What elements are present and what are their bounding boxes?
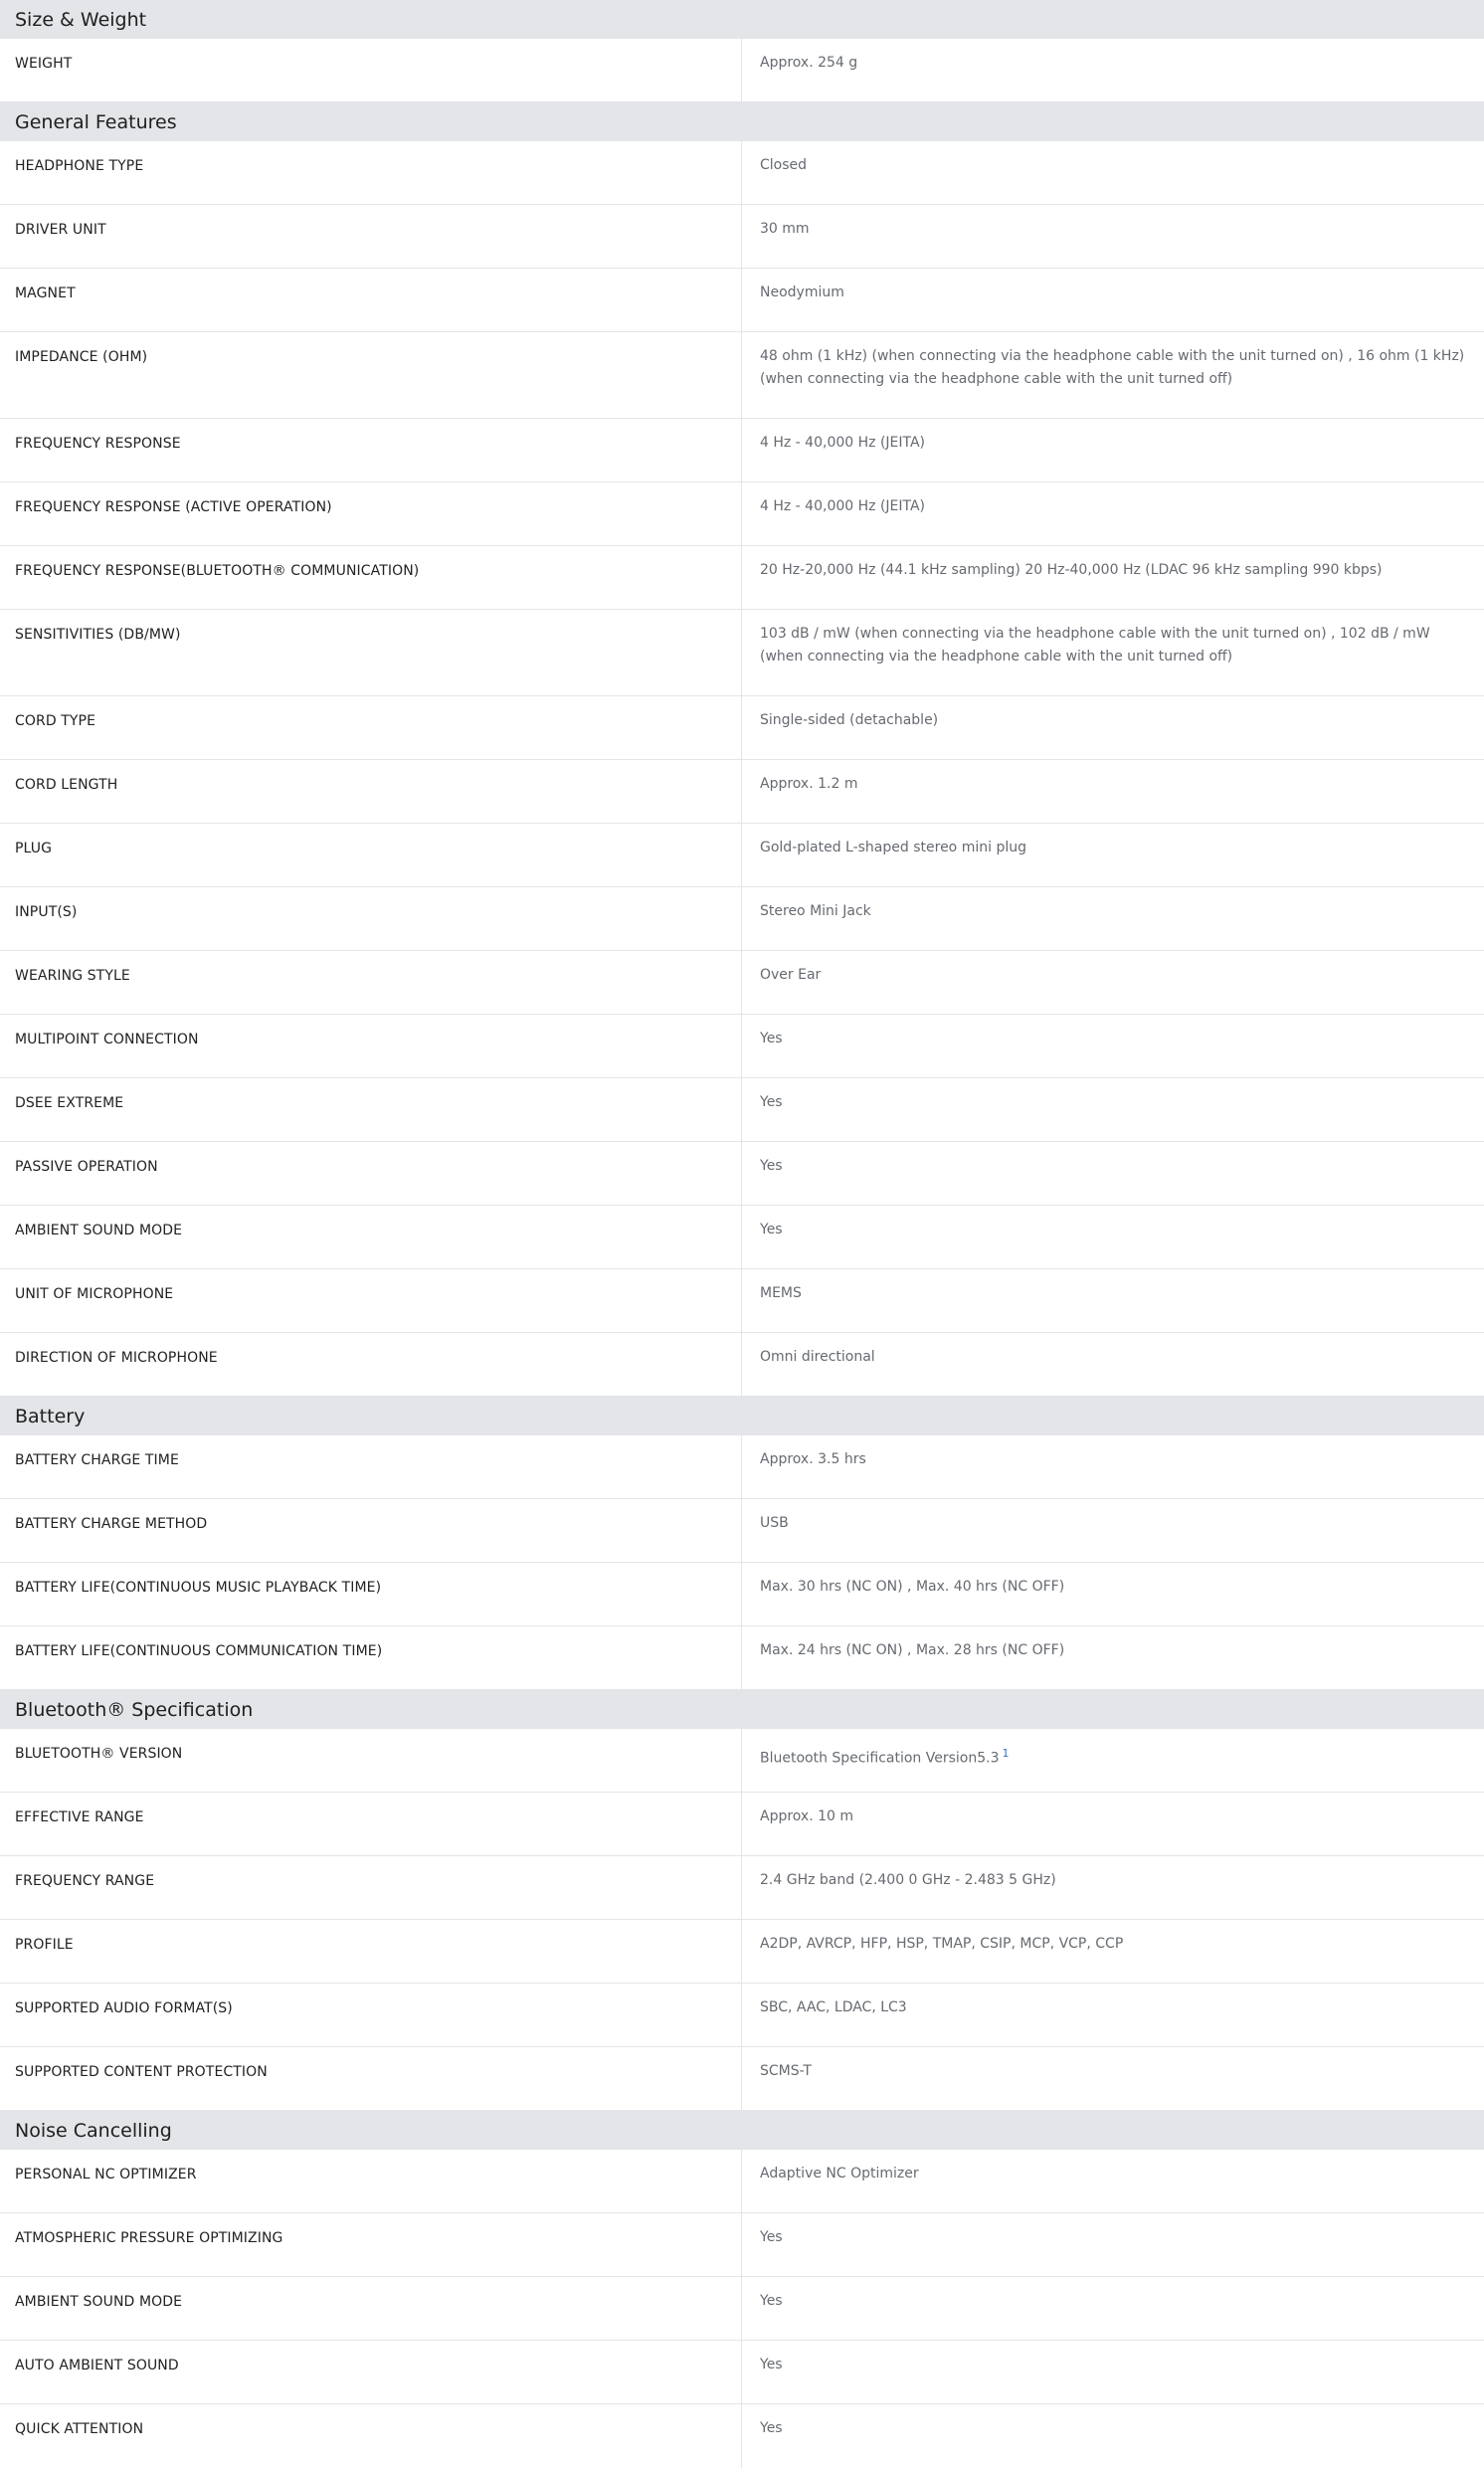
spec-value xyxy=(742,1920,1484,1983)
spec-label: DSEE EXTREME xyxy=(0,1078,742,1141)
spec-value-text xyxy=(760,1282,1466,1305)
spec-value-text xyxy=(760,1933,1466,1956)
spec-value-label: A2DP, AVRCP, HFP, HSP, TMAP, CSIP, MCP, VCP, CCP xyxy=(760,1936,1124,1952)
spec-value xyxy=(742,1984,1484,2046)
spec-value xyxy=(742,141,1484,204)
spec-value-label: 2.4 GHz band (2.400 0 GHz - 2.483 5 GHz) xyxy=(760,1872,1056,1888)
spec-label: BLUETOOTH® VERSION xyxy=(0,1729,742,1792)
spec-value-label: Yes xyxy=(760,1094,783,1110)
spec-value-label: Closed xyxy=(760,157,808,173)
spec-value xyxy=(742,1015,1484,1077)
spec-value-text xyxy=(760,52,1466,75)
spec-value-label: Omni directional xyxy=(760,1349,875,1365)
spec-value xyxy=(742,1856,1484,1919)
spec-value-text xyxy=(760,2163,1466,2185)
spec-value-text xyxy=(760,1742,1466,1771)
spec-value-label: Bluetooth Specification Version5.3 xyxy=(760,1750,1000,1767)
spec-row-cord-type xyxy=(0,696,1484,760)
spec-value-text xyxy=(760,559,1466,582)
spec-value xyxy=(742,1729,1484,1792)
footnote-link[interactable]: 1 xyxy=(1002,1747,1010,1760)
spec-row-supported-audio-format-s xyxy=(0,1984,1484,2047)
spec-label: CORD TYPE xyxy=(0,696,742,759)
spec-value xyxy=(742,39,1484,101)
spec-label: WEARING STYLE xyxy=(0,951,742,1014)
spec-value-text xyxy=(760,1869,1466,1892)
spec-row-wearing-style xyxy=(0,951,1484,1015)
spec-row-sensitivities-db-mw xyxy=(0,610,1484,696)
spec-value-label: Yes xyxy=(760,1222,783,1237)
spec-value-text xyxy=(760,1091,1466,1114)
spec-value xyxy=(742,824,1484,886)
spec-value xyxy=(742,887,1484,950)
spec-value-label: Gold-plated L-shaped stereo mini plug xyxy=(760,840,1026,855)
spec-value-label: Approx. 1.2 m xyxy=(760,776,858,792)
spec-row-ambient-sound-mode xyxy=(0,2277,1484,2341)
spec-value-text xyxy=(760,1219,1466,1241)
spec-row-atmospheric-pressure-optimizing xyxy=(0,2213,1484,2277)
spec-value-text xyxy=(760,2354,1466,2376)
section-header-noise-cancelling: Noise Cancelling xyxy=(0,2111,1484,2150)
spec-value-label: 103 dB / mW (when connecting via the headphone cable with the unit turned on) , 102 dB / mW (when connecting via the headphone cable with the unit turned off) xyxy=(760,626,1430,664)
spec-value-label: 4 Hz - 40,000 Hz (JEITA) xyxy=(760,498,926,514)
spec-value xyxy=(742,1269,1484,1332)
spec-row-impedance-ohm xyxy=(0,332,1484,419)
spec-label: SUPPORTED CONTENT PROTECTION xyxy=(0,2047,742,2110)
spec-value-text xyxy=(760,709,1466,732)
spec-value-text xyxy=(760,1028,1466,1050)
spec-value-text xyxy=(760,432,1466,455)
spec-label: EFFECTIVE RANGE xyxy=(0,1793,742,1855)
spec-value-text xyxy=(760,1155,1466,1178)
spec-label: IMPEDANCE (OHM) xyxy=(0,332,742,418)
spec-value-text xyxy=(760,218,1466,241)
spec-row-magnet xyxy=(0,269,1484,332)
spec-value-text xyxy=(760,964,1466,987)
section-header-battery: Battery xyxy=(0,1397,1484,1435)
spec-row-input-s xyxy=(0,887,1484,951)
spec-row-battery-life-continuous-music-playback-time xyxy=(0,1563,1484,1626)
spec-value-text xyxy=(760,1639,1466,1662)
spec-row-profile xyxy=(0,1920,1484,1984)
spec-row-ambient-sound-mode xyxy=(0,1206,1484,1269)
spec-row-cord-length xyxy=(0,760,1484,824)
spec-label: PLUG xyxy=(0,824,742,886)
spec-label: PERSONAL NC OPTIMIZER xyxy=(0,2150,742,2212)
spec-row-battery-charge-time xyxy=(0,1435,1484,1499)
spec-value-text xyxy=(760,495,1466,518)
spec-value-text xyxy=(760,1805,1466,1828)
spec-value xyxy=(742,482,1484,545)
spec-value-text xyxy=(760,345,1466,391)
spec-value xyxy=(742,1499,1484,1562)
spec-value-label: USB xyxy=(760,1515,789,1531)
spec-value-label: Single-sided (detachable) xyxy=(760,712,939,728)
spec-value-text xyxy=(760,1448,1466,1471)
section-header-general-features: General Features xyxy=(0,102,1484,141)
spec-row-frequency-response xyxy=(0,419,1484,482)
spec-label: AUTO AMBIENT SOUND xyxy=(0,2341,742,2403)
spec-row-frequency-response-bluetooth-communication xyxy=(0,546,1484,610)
spec-value-label: SBC, AAC, LDAC, LC3 xyxy=(760,1999,907,2015)
spec-value xyxy=(742,696,1484,759)
spec-label: HEADPHONE TYPE xyxy=(0,141,742,204)
spec-value-label: 30 mm xyxy=(760,221,810,237)
spec-label: AMBIENT SOUND MODE xyxy=(0,1206,742,1268)
spec-row-bluetooth-version xyxy=(0,1729,1484,1793)
spec-label: FREQUENCY RESPONSE xyxy=(0,419,742,481)
spec-value xyxy=(742,1078,1484,1141)
spec-value-text xyxy=(760,837,1466,859)
spec-value xyxy=(742,2404,1484,2468)
spec-value xyxy=(742,205,1484,268)
spec-row-headphone-type xyxy=(0,141,1484,205)
spec-label: ATMOSPHERIC PRESSURE OPTIMIZING xyxy=(0,2213,742,2276)
spec-value-text xyxy=(760,1996,1466,2019)
spec-value-label: Approx. 254 g xyxy=(760,55,858,71)
spec-value xyxy=(742,1333,1484,1396)
spec-row-plug xyxy=(0,824,1484,887)
spec-value-label: Stereo Mini Jack xyxy=(760,903,871,919)
spec-label: BATTERY LIFE(CONTINUOUS MUSIC PLAYBACK TIME) xyxy=(0,1563,742,1625)
spec-value xyxy=(742,1563,1484,1625)
spec-value-label: Approx. 10 m xyxy=(760,1808,854,1824)
spec-value xyxy=(742,1626,1484,1689)
spec-value-text xyxy=(760,154,1466,177)
spec-row-dsee-extreme xyxy=(0,1078,1484,1142)
spec-row-passive-operation xyxy=(0,1142,1484,1206)
spec-value-text xyxy=(760,2417,1466,2440)
spec-label: UNIT OF MICROPHONE xyxy=(0,1269,742,1332)
spec-value xyxy=(742,1206,1484,1268)
spec-value-label: 4 Hz - 40,000 Hz (JEITA) xyxy=(760,435,926,451)
spec-value-text xyxy=(760,1512,1466,1535)
spec-value-label: Yes xyxy=(760,2357,783,2373)
spec-row-quick-attention xyxy=(0,2404,1484,2468)
spec-row-supported-content-protection xyxy=(0,2047,1484,2111)
spec-label: MULTIPOINT CONNECTION xyxy=(0,1015,742,1077)
spec-label: AMBIENT SOUND MODE xyxy=(0,2277,742,2340)
spec-value-label: Max. 24 hrs (NC ON) , Max. 28 hrs (NC OFF) xyxy=(760,1642,1065,1658)
spec-label: PASSIVE OPERATION xyxy=(0,1142,742,1205)
spec-value-text xyxy=(760,1346,1466,1369)
spec-label: CORD LENGTH xyxy=(0,760,742,823)
spec-value xyxy=(742,1435,1484,1498)
spec-value-label: MEMS xyxy=(760,1285,802,1301)
spec-value xyxy=(742,546,1484,609)
spec-value-label: Neodymium xyxy=(760,285,844,300)
spec-label: FREQUENCY RESPONSE (ACTIVE OPERATION) xyxy=(0,482,742,545)
spec-value xyxy=(742,2277,1484,2340)
spec-row-battery-life-continuous-communication-time xyxy=(0,1626,1484,1690)
spec-value-label: 48 ohm (1 kHz) (when connecting via the headphone cable with the unit turned on) , 16 ohm (1 kHz) (when connecting via the headphone cable with the unit turned off) xyxy=(760,348,1465,387)
spec-row-multipoint-connection xyxy=(0,1015,1484,1078)
spec-value xyxy=(742,760,1484,823)
spec-value-text xyxy=(760,623,1466,668)
spec-value-label: Yes xyxy=(760,2293,783,2309)
spec-label: PROFILE xyxy=(0,1920,742,1983)
spec-value xyxy=(742,1793,1484,1855)
spec-value xyxy=(742,2150,1484,2212)
spec-value-label: Yes xyxy=(760,2229,783,2245)
spec-value-text xyxy=(760,282,1466,304)
spec-value-text xyxy=(760,900,1466,923)
spec-value-text xyxy=(760,2060,1466,2083)
spec-row-effective-range xyxy=(0,1793,1484,1856)
spec-label: SENSITIVITIES (DB/MW) xyxy=(0,610,742,695)
spec-label: INPUT(S) xyxy=(0,887,742,950)
spec-label: BATTERY CHARGE TIME xyxy=(0,1435,742,1498)
spec-value xyxy=(742,951,1484,1014)
spec-label: FREQUENCY RESPONSE(BLUETOOTH® COMMUNICATION) xyxy=(0,546,742,609)
spec-row-unit-of-microphone xyxy=(0,1269,1484,1333)
section-header-size-weight: Size & Weight xyxy=(0,0,1484,39)
spec-row-personal-nc-optimizer xyxy=(0,2150,1484,2213)
spec-label: WEIGHT xyxy=(0,39,742,101)
spec-row-battery-charge-method xyxy=(0,1499,1484,1563)
spec-value-text xyxy=(760,2226,1466,2249)
spec-label: DRIVER UNIT xyxy=(0,205,742,268)
spec-value xyxy=(742,2341,1484,2403)
spec-value-label: Over Ear xyxy=(760,967,822,983)
spec-value xyxy=(742,269,1484,331)
spec-row-weight xyxy=(0,39,1484,102)
spec-label: BATTERY CHARGE METHOD xyxy=(0,1499,742,1562)
spec-label: FREQUENCY RANGE xyxy=(0,1856,742,1919)
spec-row-direction-of-microphone xyxy=(0,1333,1484,1397)
spec-value xyxy=(742,2047,1484,2110)
spec-value-label: 20 Hz-20,000 Hz (44.1 kHz sampling) 20 Hz-40,000 Hz (LDAC 96 kHz sampling 990 kbps) xyxy=(760,562,1383,578)
spec-value-text xyxy=(760,2290,1466,2313)
spec-value xyxy=(742,610,1484,695)
spec-label: MAGNET xyxy=(0,269,742,331)
spec-row-auto-ambient-sound xyxy=(0,2341,1484,2404)
spec-value-label: Yes xyxy=(760,2420,783,2436)
spec-value-label: Yes xyxy=(760,1158,783,1174)
spec-value-label: Adaptive NC Optimizer xyxy=(760,2166,919,2182)
spec-value-label: SCMS-T xyxy=(760,2063,812,2079)
spec-label: QUICK ATTENTION xyxy=(0,2404,742,2468)
spec-row-frequency-range xyxy=(0,1856,1484,1920)
spec-row-frequency-response-active-operation xyxy=(0,482,1484,546)
section-header-bluetooth-specification: Bluetooth® Specification xyxy=(0,1690,1484,1729)
spec-value xyxy=(742,1142,1484,1205)
spec-value-label: Yes xyxy=(760,1031,783,1046)
spec-label: SUPPORTED AUDIO FORMAT(S) xyxy=(0,1984,742,2046)
spec-value-text xyxy=(760,773,1466,796)
spec-row-driver-unit xyxy=(0,205,1484,269)
spec-value xyxy=(742,2213,1484,2276)
spec-value-label: Approx. 3.5 hrs xyxy=(760,1451,866,1467)
spec-label: BATTERY LIFE(CONTINUOUS COMMUNICATION TIME) xyxy=(0,1626,742,1689)
spec-value-label: Max. 30 hrs (NC ON) , Max. 40 hrs (NC OFF) xyxy=(760,1579,1065,1595)
spec-value-text xyxy=(760,1576,1466,1599)
spec-value xyxy=(742,332,1484,418)
spec-value xyxy=(742,419,1484,481)
spec-label: DIRECTION OF MICROPHONE xyxy=(0,1333,742,1396)
